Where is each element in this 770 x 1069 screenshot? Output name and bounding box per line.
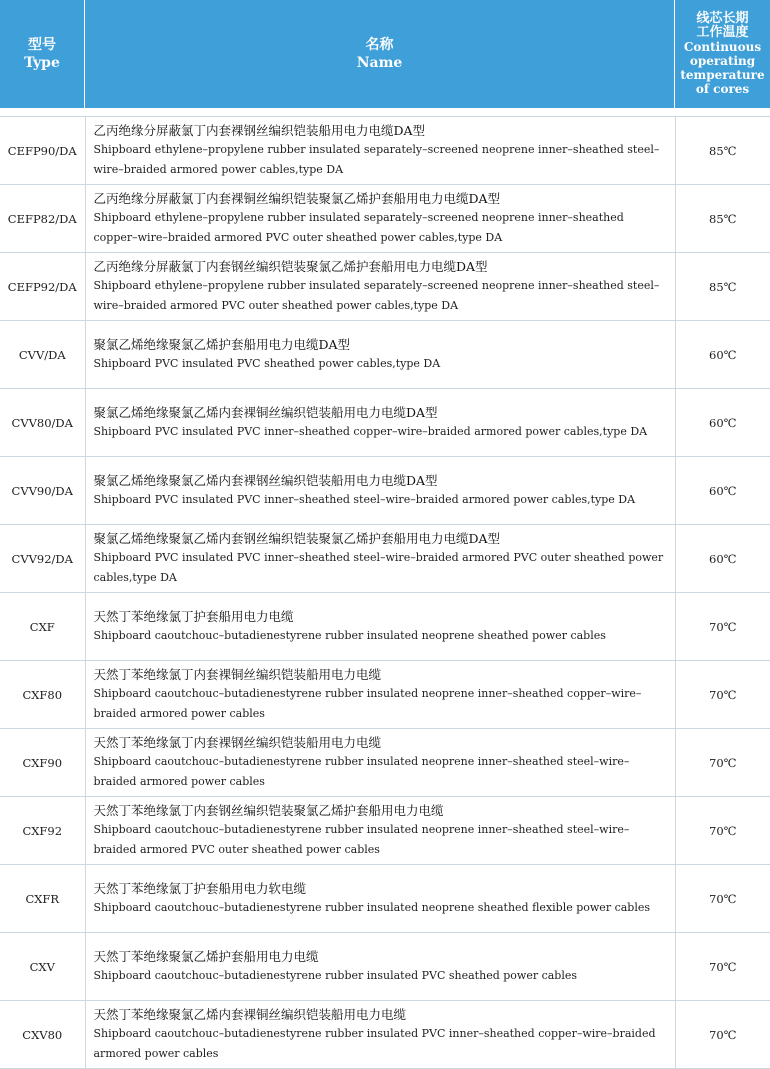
header-temp-zh-2: 工作温度 xyxy=(696,25,749,40)
row-name-zh: 乙丙绝缘分屏蔽氯丁内套裸钢丝编织铠装船用电力电缆DA型 xyxy=(93,122,426,138)
row-temp: 70℃ xyxy=(675,729,770,797)
row-type: CXV80 xyxy=(0,1001,85,1069)
row-name-zh: 天然丁苯绝缘氯丁护套船用电力软电缆 xyxy=(93,880,307,896)
header-name-zh: 名称 xyxy=(365,37,394,53)
row-name-en: Shipboard caoutchouc–butadienestyrene rubber insulated PVC inner–sheathed copper–wire–braided armored power cables xyxy=(93,1026,656,1060)
table-row xyxy=(0,117,770,185)
row-type: CEFP82/DA xyxy=(0,185,85,253)
header-type-en: Type xyxy=(24,55,60,71)
row-type: CVV92/DA xyxy=(0,525,85,593)
row-name xyxy=(85,729,675,797)
table-row xyxy=(0,389,770,457)
row-type: CVV/DA xyxy=(0,321,85,389)
row-name-en: Shipboard caoutchouc–butadienestyrene rubber insulated neoprene inner–sheathed steel–wire–braided armored PVC outer sheathed power cables xyxy=(93,822,630,856)
row-name-zh: 天然丁苯绝缘氯丁内套裸钢丝编织铠装船用电力电缆 xyxy=(93,734,382,750)
row-name-zh: 聚氯乙烯绝缘聚氯乙烯护套船用电力电缆DA型 xyxy=(93,336,351,352)
row-temp: 85℃ xyxy=(675,253,770,321)
row-temp: 85℃ xyxy=(675,117,770,185)
row-name xyxy=(85,117,675,185)
row-temp: 70℃ xyxy=(675,593,770,661)
table-row xyxy=(0,525,770,593)
row-temp: 70℃ xyxy=(675,1001,770,1069)
row-name xyxy=(85,457,675,525)
table-row xyxy=(0,797,770,865)
row-type: CVV90/DA xyxy=(0,457,85,525)
row-name-en: Shipboard ethylene–propylene rubber insulated separately–screened neoprene inner–sheathed steel–wire–braided armored power cables,type DA xyxy=(93,142,660,176)
row-name xyxy=(85,797,675,865)
table-row xyxy=(0,321,770,389)
row-type: CEFP92/DA xyxy=(0,253,85,321)
table-row xyxy=(0,661,770,729)
row-name xyxy=(85,933,675,1001)
header-temp-en-4: of cores xyxy=(695,82,750,96)
row-name xyxy=(85,321,675,389)
row-type: CXF80 xyxy=(0,661,85,729)
row-name xyxy=(85,593,675,661)
header-temp-en-1: Continuous xyxy=(683,40,762,54)
row-name xyxy=(85,253,675,321)
row-temp: 60℃ xyxy=(675,321,770,389)
row-type: CVV80/DA xyxy=(0,389,85,457)
row-name-zh: 聚氯乙烯绝缘聚氯乙烯内套裸钢丝编织铠装船用电力电缆DA型 xyxy=(93,472,438,488)
row-name-zh: 乙丙绝缘分屏蔽氯丁内套裸铜丝编织铠装聚氯乙烯护套船用电力电缆DA型 xyxy=(93,190,501,206)
header-temp-zh-1: 线芯长期 xyxy=(696,11,749,26)
header-temp-en-2: operating xyxy=(689,54,756,68)
header-type-column xyxy=(0,0,85,108)
row-name-en: Shipboard caoutchouc–butadienestyrene rubber insulated neoprene inner–sheathed steel–wire–braided armored power cables xyxy=(93,754,630,788)
table-row xyxy=(0,593,770,661)
table-row xyxy=(0,457,770,525)
table-row xyxy=(0,865,770,933)
row-name-zh: 天然丁苯绝缘氯丁内套钢丝编织铠装聚氯乙烯护套船用电力电缆 xyxy=(93,802,444,818)
row-name-zh: 天然丁苯绝缘聚氯乙烯护套船用电力电缆 xyxy=(93,948,319,964)
row-temp: 60℃ xyxy=(675,457,770,525)
row-type: CXF xyxy=(0,593,85,661)
row-type: CXF90 xyxy=(0,729,85,797)
table-row xyxy=(0,729,770,797)
row-name-en: Shipboard PVC insulated PVC sheathed power cables,type DA xyxy=(93,356,441,370)
row-name-zh: 乙丙绝缘分屏蔽氯丁内套钢丝编织铠装聚氯乙烯护套船用电力电缆DA型 xyxy=(93,258,488,274)
row-name xyxy=(85,185,675,253)
row-temp: 70℃ xyxy=(675,797,770,865)
row-name-zh: 聚氯乙烯绝缘聚氯乙烯内套钢丝编织铠装聚氯乙烯护套船用电力电缆DA型 xyxy=(93,530,501,546)
row-name xyxy=(85,865,675,933)
row-name xyxy=(85,389,675,457)
row-temp: 70℃ xyxy=(675,661,770,729)
row-name-en: Shipboard PVC insulated PVC inner–sheathed steel–wire–braided armored PVC outer sheathed power cables,type DA xyxy=(93,550,664,584)
row-type: CXV xyxy=(0,933,85,1001)
header-name-column xyxy=(85,0,675,108)
row-name-en: Shipboard caoutchouc–butadienestyrene rubber insulated PVC sheathed power cables xyxy=(93,968,578,982)
row-name-en: Shipboard caoutchouc–butadienestyrene rubber insulated neoprene inner–sheathed copper–wire–braided armored power cables xyxy=(93,686,642,720)
header-temp-column xyxy=(675,0,770,108)
table-row xyxy=(0,1001,770,1069)
row-name-zh: 天然丁苯绝缘聚氯乙烯内套裸铜丝编织铠装船用电力电缆 xyxy=(93,1006,407,1022)
row-name-en: Shipboard ethylene–propylene rubber insulated separately–screened neoprene inner–sheathed steel–wire–braided armored PVC outer sheathed power cables,type DA xyxy=(93,278,660,312)
row-name-zh: 天然丁苯绝缘氯丁护套船用电力电缆 xyxy=(93,608,294,624)
row-temp: 70℃ xyxy=(675,865,770,933)
table-row xyxy=(0,185,770,253)
table-row xyxy=(0,933,770,1001)
row-name xyxy=(85,1001,675,1069)
row-type: CXFR xyxy=(0,865,85,933)
row-temp: 60℃ xyxy=(675,389,770,457)
row-name-zh: 天然丁苯绝缘氯丁内套裸铜丝编织铠装船用电力电缆 xyxy=(93,666,382,682)
row-name-zh: 聚氯乙烯绝缘聚氯乙烯内套裸铜丝编织铠装船用电力电缆DA型 xyxy=(93,404,438,420)
row-name-en: Shipboard PVC insulated PVC inner–sheathed copper–wire–braided armored power cables,type DA xyxy=(93,424,648,438)
row-name xyxy=(85,525,675,593)
table-row xyxy=(0,253,770,321)
row-name-en: Shipboard caoutchouc–butadienestyrene rubber insulated neoprene sheathed power cables xyxy=(93,628,606,642)
row-temp: 60℃ xyxy=(675,525,770,593)
row-name xyxy=(85,661,675,729)
row-name-en: Shipboard PVC insulated PVC inner–sheathed steel–wire–braided armored power cables,type DA xyxy=(93,492,636,506)
row-name-en: Shipboard ethylene–propylene rubber insulated separately–screened neoprene inner–sheathed copper–wire–braided armored PVC outer sheathed power cables,type DA xyxy=(93,210,624,244)
row-temp: 85℃ xyxy=(675,185,770,253)
header-temp-en-3: temperature xyxy=(680,68,765,82)
row-type: CEFP90/DA xyxy=(0,117,85,185)
table-header xyxy=(0,0,770,108)
cable-table xyxy=(0,116,770,1069)
row-name-en: Shipboard caoutchouc–butadienestyrene rubber insulated neoprene sheathed flexible power cables xyxy=(93,900,651,914)
header-name-en: Name xyxy=(356,55,403,71)
header-type-zh: 型号 xyxy=(28,37,56,53)
row-temp: 70℃ xyxy=(675,933,770,1001)
row-type: CXF92 xyxy=(0,797,85,865)
